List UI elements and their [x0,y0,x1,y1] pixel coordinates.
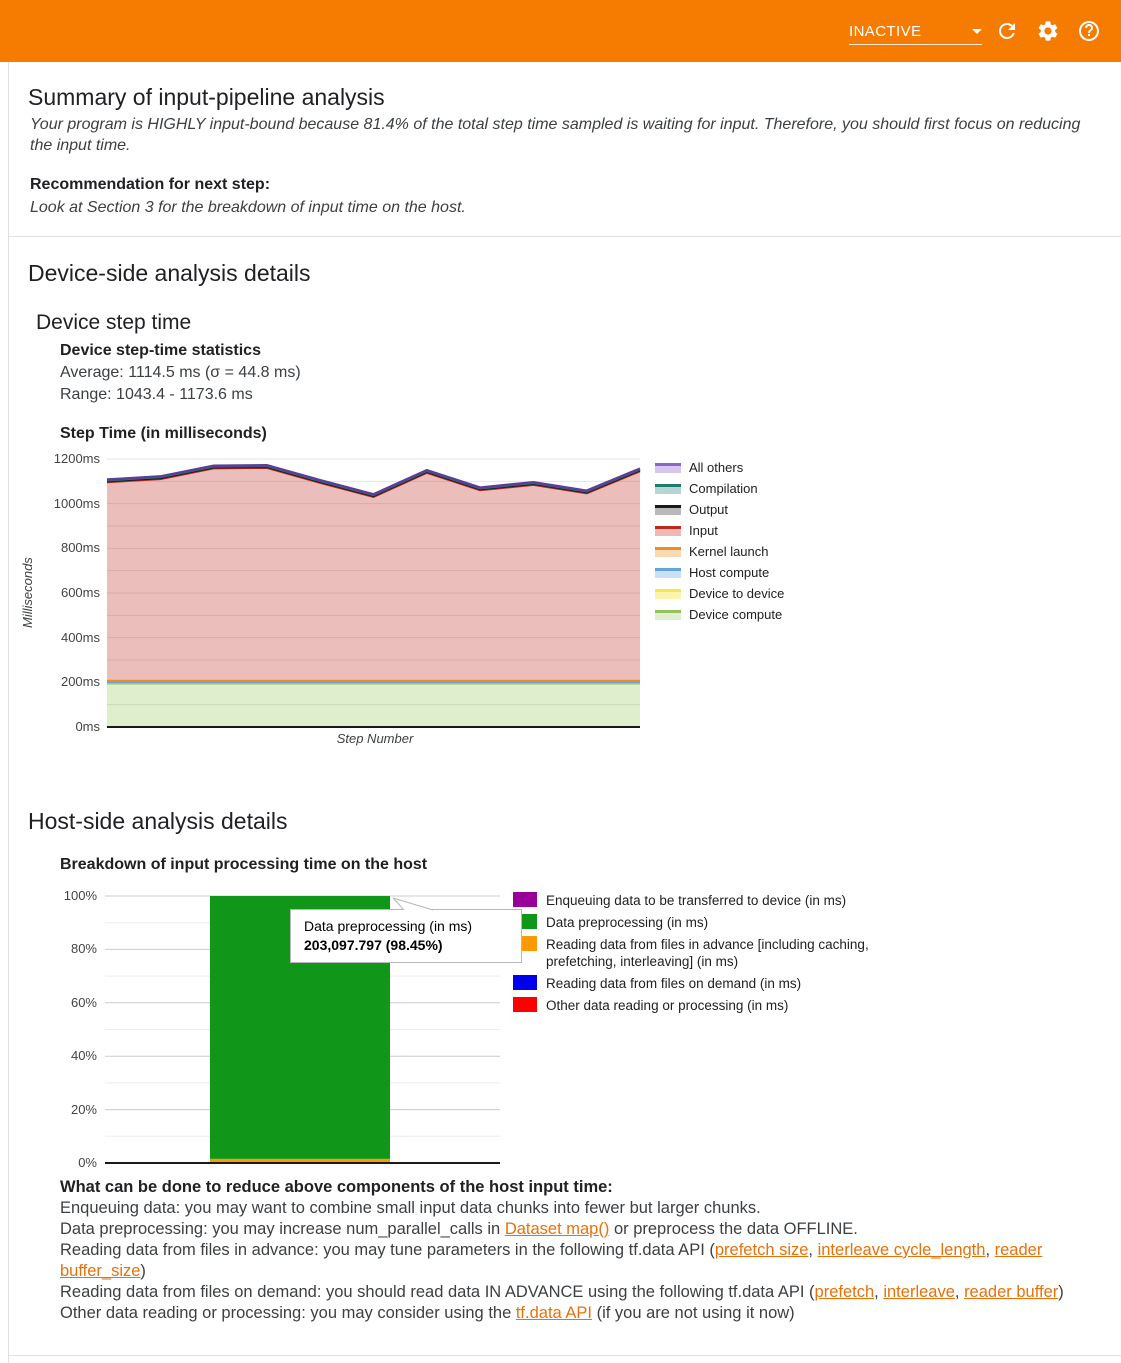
device-ytick-1000ms: 1000ms [53,495,100,511]
tooltip-tail [391,897,435,911]
summary-paragraph: Your program is HIGHLY input-bound because 81.4% of the total step time sampled is waiting for input. Therefore, you should first focus on reducing the input time. [30,116,1081,154]
chevron-down-icon [972,29,982,34]
tip-link-interleave-cycle-length[interactable]: interleave cycle_length [817,1240,986,1259]
tip-line-1 [60,1198,1092,1219]
device-chart-legend [655,457,784,625]
tip-link-reader-buffer[interactable]: reader buffer [964,1282,1059,1301]
legend-swatch-icon [655,505,681,515]
device-x-axis-title: Step Number [336,731,414,746]
area-device-compute [107,683,640,727]
device-chart-title: Step Time (in milliseconds) [60,425,267,442]
legend-item-compilation [655,478,784,499]
legend-swatch-icon [655,568,681,578]
tip-text: (if you are not using it now) [591,1303,795,1322]
device-ytick-600ms: 600ms [60,585,100,600]
legend-label: Kernel launch [689,544,769,559]
host-legend-item [513,936,876,970]
tip-link-tf-data-api[interactable]: tf.data API [515,1303,592,1322]
host-tips-heading: What can be done to reduce above components of the host input time: [60,1178,613,1196]
host-legend-item [513,997,876,1014]
host-legend-item [513,892,876,909]
tip-text: Reading data from files in advance: you may tune parameters in the following tf.data API ( [60,1240,715,1259]
host-tips-lines [60,1198,1092,1323]
host-tips-block [60,1177,1092,1323]
host-ytick-20%: 20% [70,1101,97,1117]
legend-swatch-icon [655,610,681,620]
legend-item-kernel-launch [655,541,784,562]
tip-link-reader-buffer-size[interactable]: reader buffer_size [60,1240,1043,1280]
chart-tooltip [290,909,522,963]
tip-line-3 [60,1240,1092,1282]
legend-item-all-others [655,457,784,478]
device-ytick-0ms: 0ms [75,719,100,734]
tip-text: Reading data from files on demand: you should read data IN ADVANCE using the following tf.data API ( [60,1282,815,1301]
host-ytick-60%: 60% [70,994,97,1010]
legend-label: Output [689,502,729,517]
section-divider-top [8,236,1121,237]
device-ytick-1200ms: 1200ms [53,451,100,466]
recommendation-label: Recommendation for next step: [30,176,271,193]
device-stats-average: Average: 1114.5 ms (σ = 44.8 ms) [60,364,301,381]
tip-line-5 [60,1303,1092,1324]
host-chart-title: Breakdown of input processing time on the host [60,856,428,873]
legend-item-device-compute [655,604,784,625]
host-section-title: Host-side analysis details [28,808,288,834]
legend-label: Enqueuing data to be transferred to device (in ms) [546,893,847,908]
legend-swatch-icon [655,526,681,536]
legend-swatch-icon [655,484,681,494]
legend-label: Compilation [689,481,758,496]
host-legend-item [513,914,876,931]
tip-link-dataset-map-[interactable]: Dataset map() [504,1219,610,1238]
host-chart-legend [513,892,876,1019]
host-legend-item [513,975,876,992]
tip-link-prefetch-size[interactable]: prefetch size [714,1240,809,1259]
legend-label: Data preprocessing (in ms) [546,915,709,930]
recommendation-text: Look at Section 3 for the breakdown of input time on the host. [30,199,466,216]
legend-label: Reading data from files in advance [including caching, prefetching, interleaving] (in ms) [546,937,869,969]
summary-title: Summary of input-pipeline analysis [28,84,385,110]
tip-line-2 [60,1219,1092,1240]
device-ytick-800ms: 800ms [60,540,100,556]
device-stats-title: Device step-time statistics [60,342,261,359]
legend-label: Device to device [689,586,785,601]
legend-label: Device compute [689,607,783,622]
settings-icon[interactable] [1036,19,1060,43]
tip-link-prefetch[interactable]: prefetch [814,1282,875,1301]
refresh-icon[interactable] [995,19,1019,43]
legend-item-host-compute [655,562,784,583]
device-y-axis-title: Milliseconds [20,557,35,629]
tip-text: , [985,1240,995,1259]
tooltip-series-name: Data preprocessing (in ms) [304,918,473,934]
legend-label: Host compute [689,565,770,580]
host-ytick-40%: 40% [70,1048,97,1064]
tip-text: ) [1058,1282,1064,1301]
host-ytick-0%: 0% [78,1155,97,1170]
tip-text: or preprocess the data OFFLINE. [609,1219,858,1238]
tip-link-interleave[interactable]: interleave [883,1282,955,1301]
capture-status-label: INACTIVE [849,22,922,40]
tooltip-value: 203,097.797 (98.45%) [304,937,443,953]
legend-label: All others [689,460,744,475]
legend-label: Input [689,523,718,538]
area-input [107,468,640,681]
capture-status-select[interactable] [849,18,982,45]
tip-text: Enqueuing data: you may want to combine small input data chunks into fewer but larger chunks. [60,1199,761,1217]
section-divider-bottom [8,1355,1121,1356]
legend-item-device-to-device [655,583,784,604]
legend-swatch-icon [655,547,681,557]
legend-swatch-icon [655,463,681,473]
tip-text: Data preprocessing: you may increase num_parallel_calls in [60,1219,505,1238]
device-ytick-200ms: 200ms [60,674,100,690]
legend-item-output [655,499,784,520]
host-ytick-80%: 80% [70,941,97,957]
legend-swatch-icon [513,892,537,907]
host-ytick-100%: 100% [63,888,97,903]
tip-text: , [874,1282,884,1301]
device-section-title: Device-side analysis details [28,260,311,286]
legend-label: Other data reading or processing (in ms) [546,998,789,1013]
tip-text: Other data reading or processing: you may consider using the [60,1303,516,1322]
help-icon[interactable] [1077,19,1101,43]
tip-text: , [954,1282,965,1301]
legend-swatch-icon [513,997,537,1012]
legend-swatch-icon [513,975,537,990]
device-ytick-400ms: 400ms [60,629,100,645]
tip-line-4 [60,1282,1092,1303]
legend-swatch-icon [655,589,681,599]
tip-text: , [808,1240,818,1259]
device-subsection-title: Device step time [36,311,192,334]
device-stats-range: Range: 1043.4 - 1173.6 ms [60,386,253,403]
legend-label: Reading data from files on demand (in ms) [546,976,802,991]
tip-text: ) [140,1261,146,1280]
app-toolbar [0,0,1121,62]
legend-item-input [655,520,784,541]
